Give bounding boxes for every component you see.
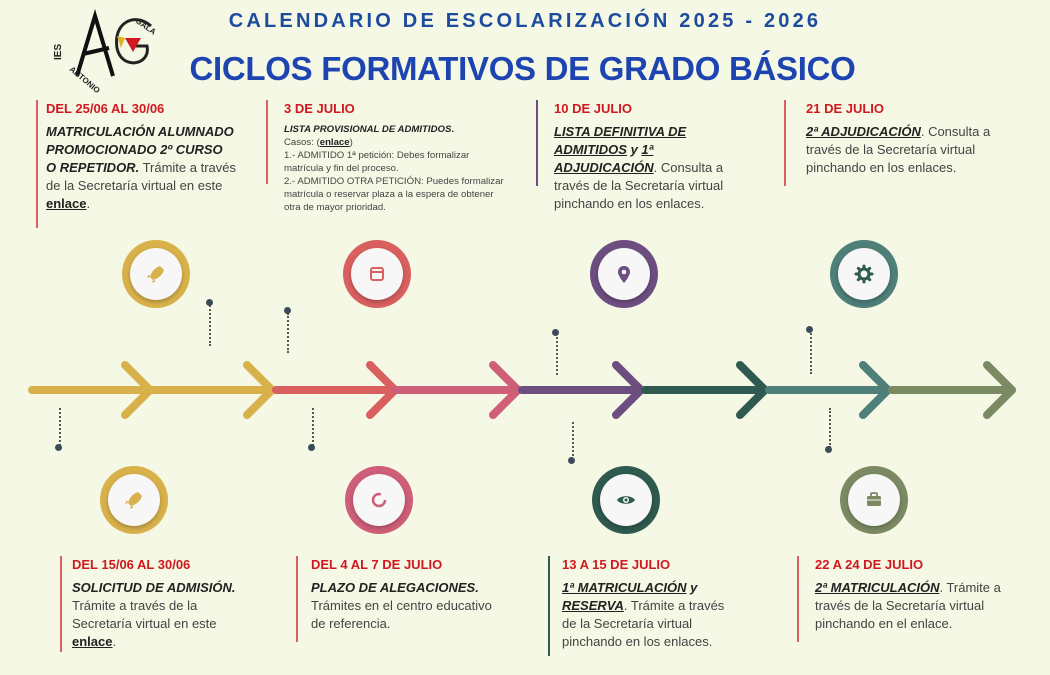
milestone-circle [100,466,168,534]
connector-bottom-4 [829,408,831,448]
calendar-icon [359,256,395,292]
enlace-link[interactable]: enlace [319,137,350,148]
event-date: 10 DE JULIO [554,101,633,116]
event-title[interactable]: LISTA DEFINITIVA DE ADMITIDOS [554,124,687,157]
briefcase-icon [856,482,892,518]
milestone-circle [345,466,413,534]
event-date: DEL 4 AL 7 DE JULIO [311,557,443,572]
svg-text:IES: IES [53,43,64,60]
connector-bottom-1 [59,408,61,446]
event-card-bottom-1: DEL 15/06 AL 30/06 SOLICITUD DE ADMISIÓN. Trámite a través de la Secretaría virtual en este enlace. [60,556,250,651]
event-title: SOLICITUD DE ADMISIÓN. [72,580,236,595]
connector-top-3 [556,333,558,375]
event-description: . Trámite a través de la Secretaría virtual pinchando en el enlace. [815,580,1001,631]
event-title-2[interactable]: 1ª ADJUDICACIÓN [554,142,654,175]
eye-icon [608,482,644,518]
event-description: . Trámite a través de la Secretaría virtual pinchando en los enlaces. [562,598,725,649]
event-title[interactable]: 2ª ADJUDICACIÓN [806,124,921,139]
event-description: Trámite a través de la Secretaría virtual en este [46,160,236,193]
event-note-2: 2.- ADMITIDO OTRA PETICIÓN: Puedes formalizar matrícula o reservar plaza a la espera de obtener otra de mayor prioridad. [284,176,504,213]
connector-top-2 [287,313,289,353]
event-card-top-3: 10 DE JULIO LISTA DEFINITIVA DE ADMITIDOS y 1ª ADJUDICACIÓN. Consulta a través de la Secretaría virtual pinchando en los enlaces. [536,100,746,213]
event-card-bottom-2 [296,556,496,633]
event-title: PLAZO DE ALEGACIONES. [311,580,479,595]
event-title: MATRICULACIÓN ALUMNADO PROMOCIONADO 2º CURSO O REPETIDOR. [46,124,234,175]
connector-dot [552,329,559,336]
event-date: 3 DE JULIO [284,101,355,116]
event-card-bottom-3: 13 A 15 DE JULIO 1ª MATRICULACIÓN y RESERVA. Trámite a través de la Secretaría virtual pinchando en los enlaces. [548,556,738,651]
gear-icon [846,256,882,292]
event-card-top-2: 3 DE JULIO LISTA PROVISIONAL DE ADMITIDOS. Casos: (enlace) 1.- ADMITIDO 1ª petición: Debes formalizar matrícula y fin del proceso. 2.- ADMITIDO OTRA PETICIÓN: Puedes formalizar matrícula o reservar plaza a la espera de obtener otra de mayor prioridad. [266,100,511,214]
milestone-circle [590,240,658,308]
connector-top-4 [810,330,812,374]
rocket-icon [138,256,174,292]
connector-bottom-2 [312,408,314,446]
enlace-link[interactable]: enlace [72,634,113,649]
event-title[interactable]: 2ª MATRICULACIÓN [815,580,940,595]
event-card-bottom-4 [797,556,1007,633]
milestone-circle [343,240,411,308]
rocket-icon [116,482,152,518]
connector-top-1 [209,302,211,346]
refresh-icon [361,482,397,518]
event-description: Trámite a través de la Secretaría virtual en este [72,598,217,631]
event-note-1: 1.- ADMITIDO 1ª petición: Debes formalizar matrícula y fin del proceso. [284,150,470,174]
connector-dot [568,457,575,464]
milestone-circle [592,466,660,534]
event-description: . Consulta a través de la Secretaría virtual pinchando en los enlaces. [806,124,991,175]
page-title: CICLOS FORMATIVOS DE GRADO BÁSICO [189,50,856,87]
event-date: 13 A 15 DE JULIO [562,557,671,572]
event-card-top-1: DEL 25/06 AL 30/06 MATRICULACIÓN ALUMNADO PROMOCIONADO 2º CURSO O REPETIDOR. Trámite a través de la Secretaría virtual en este enlace. [36,100,236,213]
event-date: DEL 15/06 AL 30/06 [72,557,191,572]
calendar-supertitle: CALENDARIO DE ESCOLARIZACIÓN 2025 - 2026 [228,10,822,32]
svg-text:GALA: GALA [133,16,158,37]
milestone-circle [122,240,190,308]
event-description: Trámites en el centro educativo de referencia. [311,598,492,631]
event-card-top-4 [784,100,1016,177]
svg-text:ANTONIO: ANTONIO [67,64,102,96]
location-pin-icon [606,256,642,292]
event-title-2[interactable]: RESERVA [562,598,624,613]
connector-bottom-3 [572,422,574,460]
connector-dot [284,307,291,314]
milestone-circle [840,466,908,534]
event-title: LISTA PROVISIONAL DE ADMITIDOS [284,124,452,135]
timeline [0,350,1024,430]
connector-dot [825,446,832,453]
event-title[interactable]: 1ª MATRICULACIÓN [562,580,687,595]
event-description: . Consulta a través de la Secretaría virtual pinchando en los enlaces. [554,160,724,211]
milestone-circle [830,240,898,308]
connector-dot [806,326,813,333]
event-date: 22 A 24 DE JULIO [815,557,924,572]
event-date: 21 DE JULIO [806,101,885,116]
enlace-link[interactable]: enlace [46,196,87,211]
event-date: DEL 25/06 AL 30/06 [46,101,165,116]
connector-dot [55,444,62,451]
connector-dot [206,299,213,306]
connector-dot [308,444,315,451]
